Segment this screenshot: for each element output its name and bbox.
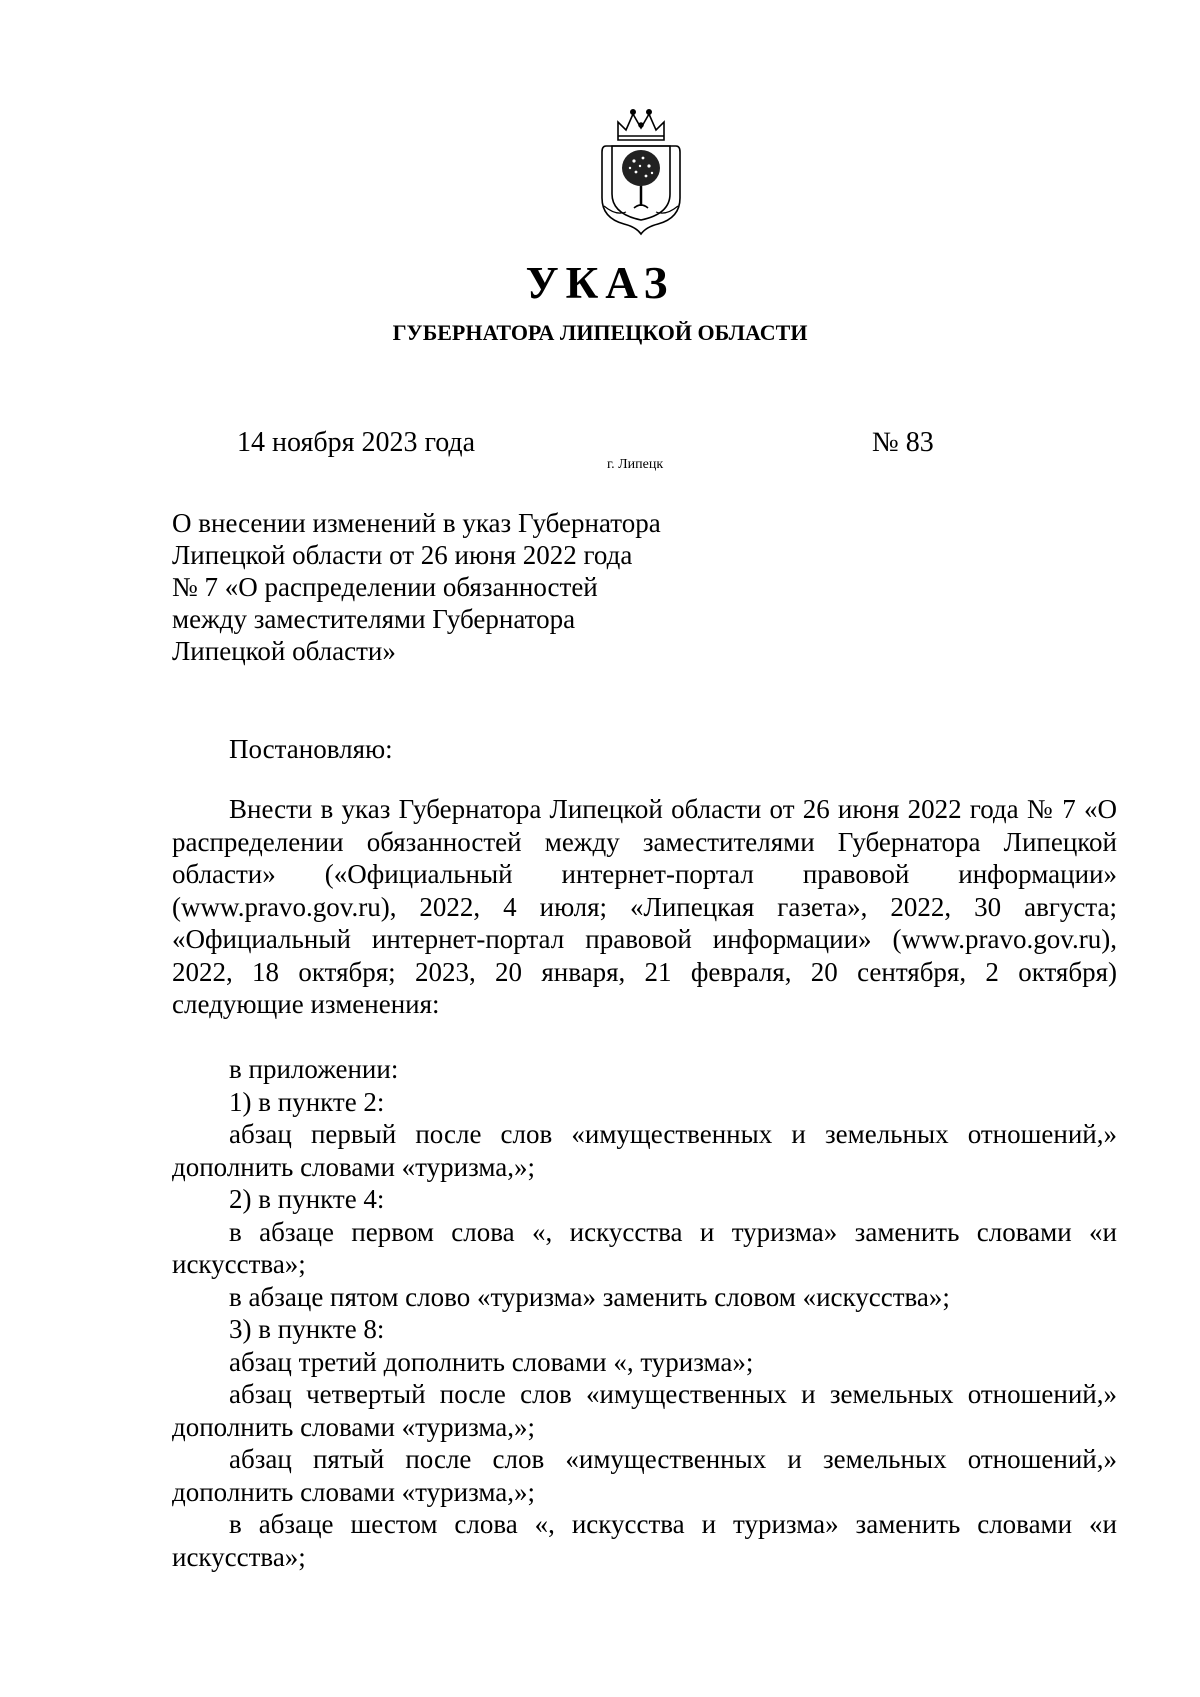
body-paragraph: абзац первый после слов «имущественных и земельных отношений,» дополнить словами «туризма,»;	[172, 1119, 1117, 1182]
coat-of-arms-icon	[596, 106, 686, 236]
body-paragraph: 3) в пункте 8:	[229, 1314, 385, 1344]
document-city: г. Липецк	[607, 457, 664, 472]
heading-line: О внесении изменений в указ Губернатора	[172, 508, 661, 538]
heading-line: № 7 «О распределении обязанностей	[172, 572, 598, 602]
heading-line: Липецкой области»	[172, 636, 396, 666]
document-heading	[172, 507, 732, 667]
body-paragraph: абзац четвертый после слов «имущественных и земельных отношений,» дополнить словами «туризма,»;	[172, 1379, 1117, 1442]
body-intro-paragraph: Внести в указ Губернатора Липецкой области от 26 июня 2022 года № 7 «О распределении обязанностей между заместителями Губернатора Липецкой области» («Официальный интернет-портал правовой информации» (www.pravo.gov.ru), 2022, 4 июля; «Липецкая газета», 2022, 30 августа; «Официальный интернет-портал правовой информации» (www.pravo.gov.ru), 2022, 18 октября; 2023, 20 января, 21 февраля, 20 сентября, 2 октября) следующие изменения:	[172, 794, 1117, 1019]
document-date: 14 ноября 2023 года	[237, 427, 476, 458]
body-paragraph: в абзаце пятом слово «туризма» заменить словом «искусства»;	[229, 1281, 950, 1312]
body-paragraph: в абзаце первом слова «, искусства и туризма» заменить словами «и искусства»;	[172, 1216, 1117, 1279]
body-paragraph: 1) в пункте 2:	[229, 1086, 385, 1117]
document-subtitle: ГУБЕРНАТОРА ЛИПЕЦКОЙ ОБЛАСТИ	[392, 320, 808, 345]
body-paragraph: 2) в пункте 4:	[229, 1184, 385, 1214]
heading-line: Липецкой области от 26 июня 2022 года	[172, 540, 633, 570]
body-paragraph: в приложении:	[229, 1054, 399, 1084]
body-paragraph: абзац пятый после слов «имущественных и земельных отношений,» дополнить словами «туризма,»;	[172, 1444, 1117, 1507]
body-paragraph: абзац третий дополнить словами «, туризма»;	[229, 1346, 754, 1377]
heading-line: между заместителями Губернатора	[172, 604, 576, 634]
body-paragraph: в абзаце шестом слова «, искусства и туризма» заменить словами «и искусства»;	[172, 1509, 1117, 1572]
document-title: УКАЗ	[525, 258, 675, 308]
document-body	[172, 793, 1117, 1573]
decree-word: Постановляю:	[229, 734, 393, 764]
document-number: № 83	[872, 427, 934, 458]
